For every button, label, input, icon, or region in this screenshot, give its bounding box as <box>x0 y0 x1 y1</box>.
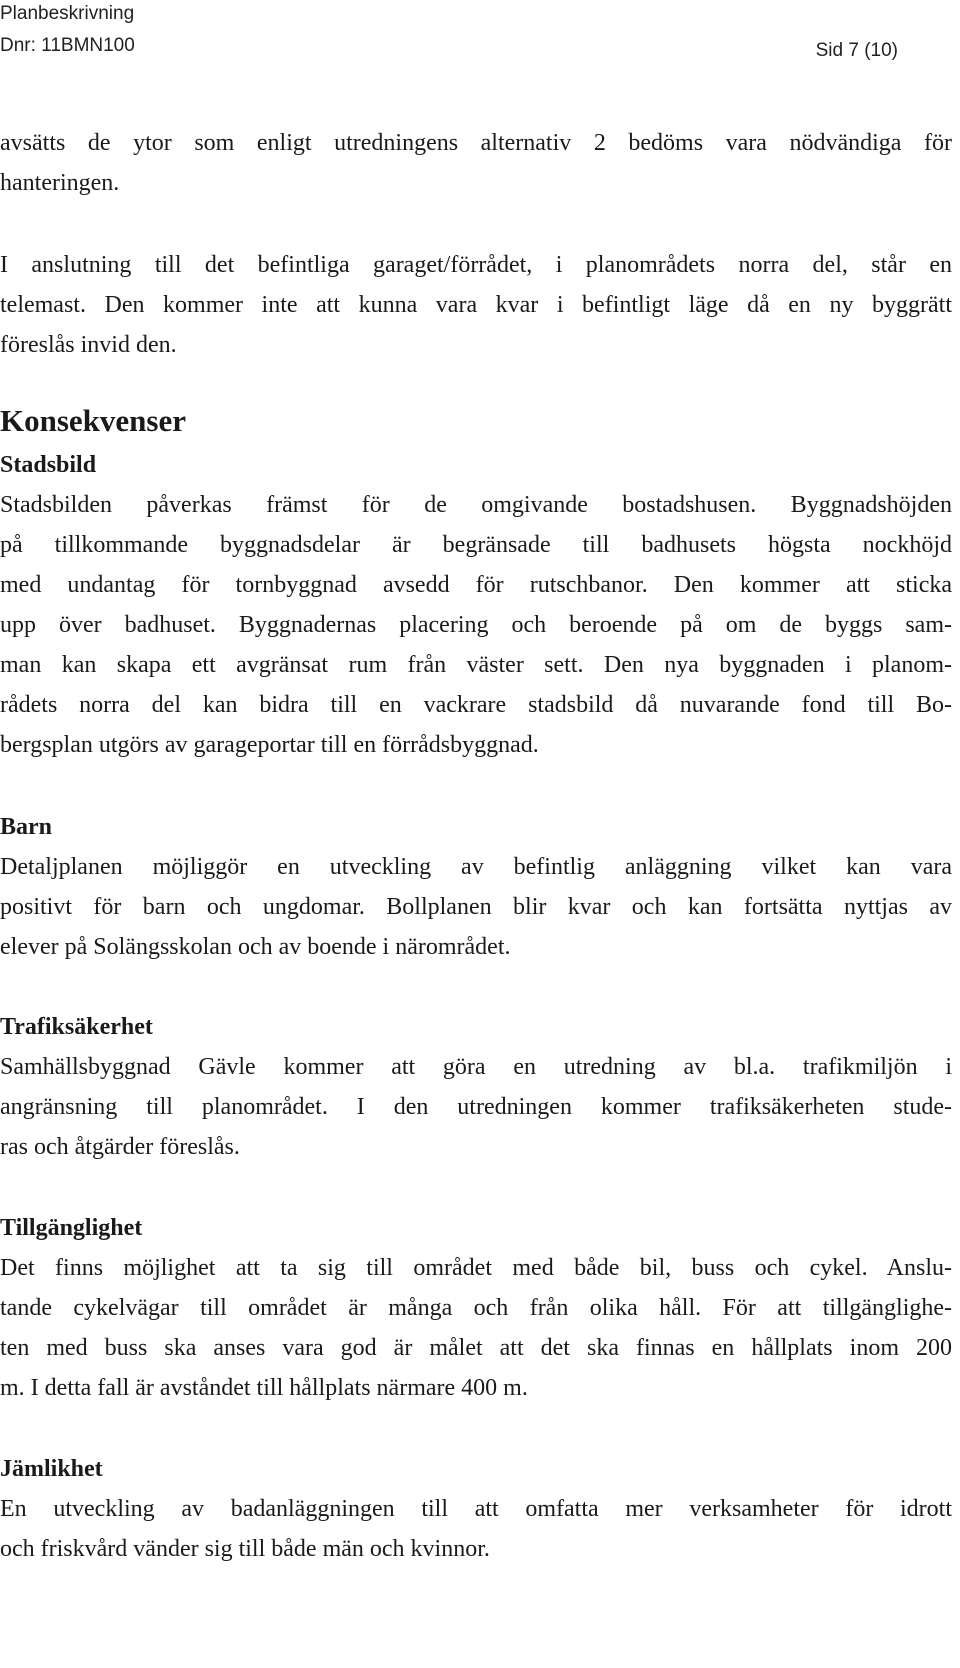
paragraph-line: hanteringen. <box>0 170 120 196</box>
paragraph-line: rådets norra del kan bidra till en vackrare stadsbild då nuvarande fond till Bo- <box>0 692 952 718</box>
paragraph-line: och friskvård vänder sig till både män och kvinnor. <box>0 1536 490 1562</box>
paragraph-line: elever på Solängsskolan och av boende i närområdet. <box>0 934 511 960</box>
subsection-heading: Tillgänglighet <box>0 1215 143 1241</box>
paragraph-line: Detaljplanen möjliggör en utveckling av befintlig anläggning vilket kan vara <box>0 854 952 880</box>
section-heading: Konsekvenser <box>0 403 186 438</box>
paragraph-line: upp över badhuset. Byggnadernas placering och beroende på om de byggs sam- <box>0 612 952 638</box>
document-number: Dnr: 11BMN100 <box>0 35 135 56</box>
paragraph-line: m. I detta fall är avståndet till hållplats närmare 400 m. <box>0 1375 528 1401</box>
subsection-heading: Barn <box>0 814 53 840</box>
paragraph-line: Samhällsbyggnad Gävle kommer att göra en utredning av bl.a. trafikmiljön i <box>0 1054 952 1080</box>
subsection-heading: Stadsbild <box>0 452 97 478</box>
paragraph-line: bergsplan utgörs av garageportar till en förrådsbyggnad. <box>0 732 539 758</box>
paragraph-line: avsätts de ytor som enligt utredningens alternativ 2 bedöms vara nödvändiga för <box>0 130 952 156</box>
paragraph-line: positivt för barn och ungdomar. Bollplanen blir kvar och kan fortsätta nyttjas av <box>0 894 952 920</box>
paragraph-line: tande cykelvägar till området är många och från olika håll. För att tillgänglighe- <box>0 1295 952 1321</box>
paragraph-line: angränsning till planområdet. I den utredningen kommer trafiksäkerheten stude- <box>0 1094 952 1120</box>
subsection-heading: Jämlikhet <box>0 1456 103 1482</box>
paragraph-line: I anslutning till det befintliga garaget/förrådet, i planområdets norra del, står en <box>0 252 952 278</box>
paragraph-line: Stadsbilden påverkas främst för de omgivande bostadshusen. Byggnadshöjden <box>0 492 952 518</box>
paragraph-line: telemast. Den kommer inte att kunna vara kvar i befintligt läge då en ny byggrätt <box>0 292 952 318</box>
document-title: Planbeskrivning <box>0 3 135 24</box>
paragraph-line: man kan skapa ett avgränsat rum från väster sett. Den nya byggnaden i planom- <box>0 652 952 678</box>
paragraph-line: med undantag för tornbyggnad avsedd för rutschbanor. Den kommer att sticka <box>0 572 952 598</box>
subsection-heading: Trafiksäkerhet <box>0 1014 153 1040</box>
paragraph-line: ten med buss ska anses vara god är målet att det ska finnas en hållplats inom 200 <box>0 1335 952 1361</box>
paragraph-line: Det finns möjlighet att ta sig till området med både bil, buss och cykel. Anslu- <box>0 1255 952 1281</box>
page-number: Sid 7 (10) <box>815 40 898 61</box>
paragraph-line: på tillkommande byggnadsdelar är begränsade till badhusets högsta nockhöjd <box>0 532 952 558</box>
paragraph-line: föreslås invid den. <box>0 332 177 358</box>
paragraph-line: ras och åtgärder föreslås. <box>0 1134 240 1160</box>
paragraph-line: En utveckling av badanläggningen till att omfatta mer verksamheter för idrott <box>0 1496 952 1522</box>
